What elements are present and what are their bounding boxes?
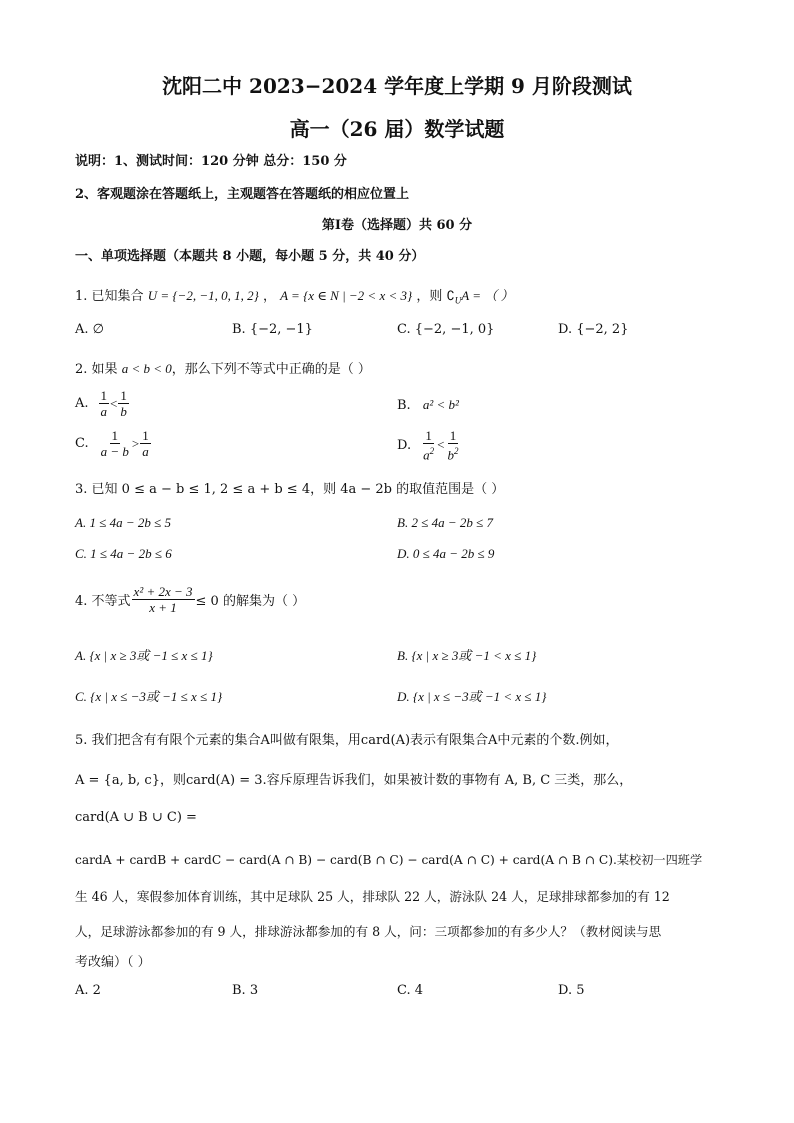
question-5-line-2: A = {a, b, c}，则card(A) = 3.容斥原理告诉我们，如果被计数的事物有 A, B, C 三类，那么，	[75, 773, 633, 788]
q2-opt-d-frac1: $\frac{1}{a^2}$	[423, 428, 435, 463]
q5-option-b: B. 3	[232, 983, 259, 998]
q2-opt-c-frac2: $\frac{1}{a}$	[142, 428, 149, 459]
q4-option-a: A. {x | x ≥ 3或 −1 ≤ x ≤ 1}	[75, 648, 213, 663]
q2-opt-d-label: D.	[397, 437, 412, 453]
question-5-line-4: cardA + cardB + cardC − card(A ∩ B) − card(B ∩ C) − card(A ∩ C) + card(A ∩ B ∩ C).某校初一四班学	[75, 853, 703, 867]
question-5-line-3: card(A ∪ B ∪ C) =	[75, 810, 197, 825]
q2-opt-a-label: A.	[75, 396, 89, 411]
q2-option-c: C. $\frac{1}{a - b}$ > $\frac{1}{a}$	[75, 428, 149, 459]
q2-opt-d-frac2: $\frac{1}{b^2}$	[447, 428, 459, 463]
q4-denominator: x + 1	[149, 600, 177, 615]
question-4-stem	[75, 584, 305, 615]
q2-opt-b-expr: a² < b²	[422, 397, 459, 412]
q4-numerator: x² + 2x − 3	[133, 584, 193, 599]
question-5-line-6: 人，足球游泳都参加的有 9 人，排球游泳都参加的有 8 人，问：三项都参加的有多少人？（教材阅读与思	[75, 924, 662, 939]
q3-option-a: A. 1 ≤ 4a − 2b ≤ 5	[75, 515, 171, 530]
q2-opt-c-label: C.	[75, 436, 89, 451]
exam-note-1: 说明：1、测试时间：120 分钟 总分：150 分	[75, 154, 347, 169]
exam-note-2: 2、客观题涂在答题纸上，主观题答在答题纸的相应位置上	[75, 187, 410, 202]
question-5-line-7: 考改编）（ ）	[75, 955, 151, 970]
q1-ask-tail: A = （ ）	[461, 288, 514, 303]
q1-option-d: D. {−2, 2}	[558, 322, 629, 337]
q1-option-c: C. {−2, −1, 0}	[397, 322, 495, 337]
q4-option-c: C. {x | x ≤ −3或 −1 ≤ x ≤ 1}	[75, 689, 223, 704]
q2-option-b	[397, 397, 459, 413]
q2-prefix: 2. 如果	[75, 362, 118, 377]
q2-opt-b-label: B.	[397, 398, 411, 413]
q2-opt-a-frac1: $\frac{1}{a}$	[100, 388, 108, 419]
question-2-stem	[75, 358, 371, 377]
q3-option-b: B. 2 ≤ 4a − 2b ≤ 7	[397, 515, 493, 530]
q2-tail: ，那么下列不等式中正确的是（ ）	[171, 362, 371, 377]
q2-option-d: D. $\frac{1}{a^2}$ < $\frac{1}{b^2}$	[397, 428, 459, 463]
q1-set-a: A = {x ∈ N | −2 < x < 3}	[280, 288, 413, 303]
q1-option-b: B. {−2, −1}	[232, 322, 313, 337]
q3-option-d: D. 0 ≤ 4a − 2b ≤ 9	[397, 546, 495, 561]
part-title: 第Ⅰ卷（选择题）共 60 分	[321, 218, 473, 233]
q1-ask-sub: U	[454, 295, 462, 306]
q5-option-d: D. 5	[558, 983, 585, 998]
q4-fraction	[132, 584, 195, 615]
q5-option-c: C. 4	[397, 983, 424, 998]
question-5-line-5: 生 46 人，寒假参加体育训练，其中足球队 25 人，排球队 22 人，游泳队 24 人，足球排球都参加的有 12	[75, 889, 670, 904]
q2-condition: a < b < 0	[121, 361, 172, 376]
question-3-stem: 3. 已知 0 ≤ a − b ≤ 1, 2 ≤ a + b ≤ 4，则 4a − 2b 的取值范围是（ ）	[75, 482, 505, 497]
exam-subtitle: 高一（26 届）数学试题	[289, 117, 505, 141]
q4-option-b: B. {x | x ≥ 3或 −1 < x ≤ 1}	[397, 648, 537, 663]
q4-prefix: 4. 不等式	[75, 594, 131, 609]
q2-opt-c-frac1: $\frac{1}{a - b}$	[100, 428, 129, 459]
q3-option-c: C. 1 ≤ 4a − 2b ≤ 6	[75, 546, 172, 561]
q1-set-u: U = {−2, −1, 0, 1, 2}	[147, 288, 259, 303]
q1-option-a: A. ∅	[75, 322, 104, 337]
q4-option-d: D. {x | x ≤ −3或 −1 < x ≤ 1}	[397, 689, 547, 704]
q4-tail: ≤ 0 的解集为（ ）	[195, 594, 306, 609]
q1-prefix: 1. 已知集合	[75, 289, 144, 304]
exam-title: 沈阳二中 2023−2024 学年度上学期 9 月阶段测试	[162, 74, 632, 98]
q2-opt-a-frac2: $\frac{1}{b}$	[120, 388, 127, 419]
section-heading: 一、单项选择题（本题共 8 小题，每小题 5 分，共 40 分）	[75, 249, 425, 264]
question-5-line-1: 5. 我们把含有有限个元素的集合A叫做有限集，用card(A)表示有限集合A中元素的个数.例如，	[75, 733, 619, 748]
question-1-stem: 1. 已知集合 U = {−2, −1, 0, 1, 2} ， A = {x ∈ N | −2 < x < 3} ，则 $∁_UA$ = （ ）	[75, 288, 514, 306]
q5-option-a: A. 2	[75, 983, 101, 998]
q1-ask: ，则 ∁	[416, 289, 455, 304]
q2-option-a: A. $\frac{1}{a}$ < $\frac{1}{b}$	[75, 388, 127, 419]
